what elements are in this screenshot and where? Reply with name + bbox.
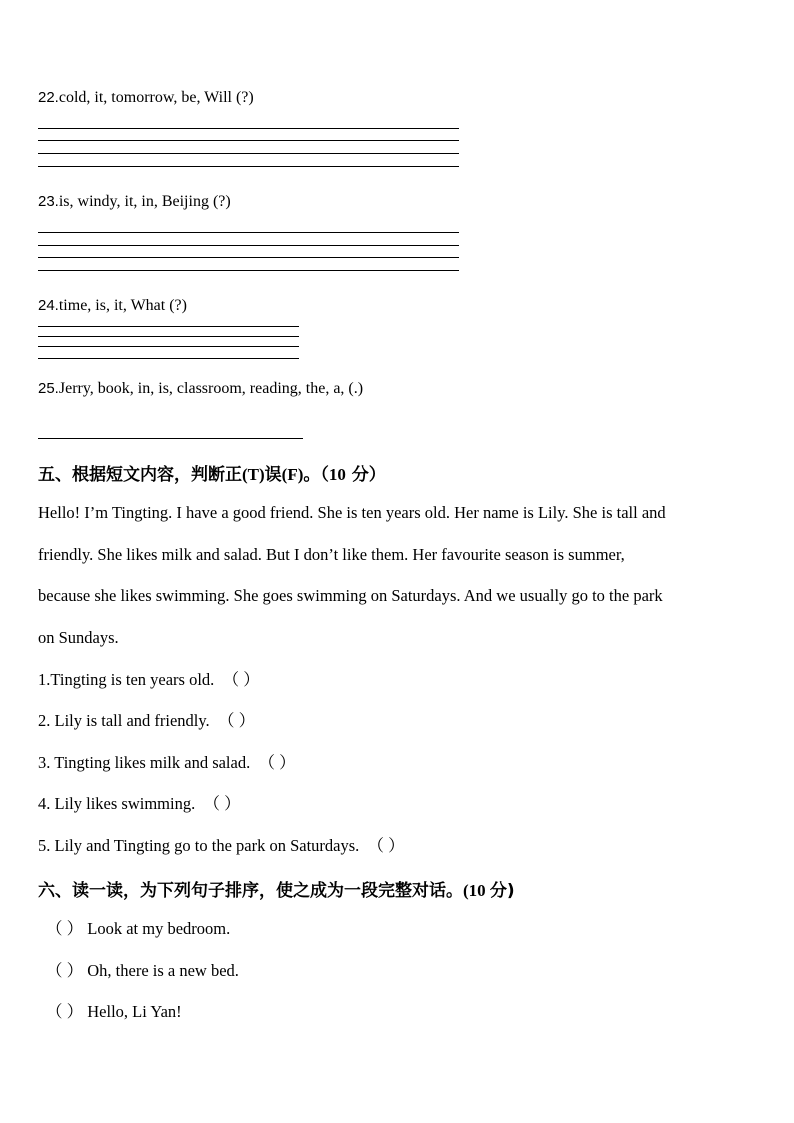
tf-item [38,753,296,773]
order-blank[interactable]: （ ） [46,919,84,938]
question-text: is, windy, it, in, Beijing (?) [58,193,231,210]
question-number: 24. [38,297,59,314]
answer-line [38,128,459,129]
answer-blank[interactable]: （ ） [203,794,241,813]
order-item [46,919,230,939]
section-6-heading [38,876,515,901]
dialogue-line: Oh, there is a new bed. [87,961,239,980]
order-blank[interactable]: （ ） [46,961,84,980]
answer-line [38,358,299,359]
tf-item [38,836,405,856]
dialogue-line: Hello, Li Yan! [87,1002,182,1021]
false-mark: (F) [281,465,304,484]
answer-line [38,140,459,141]
score-unit: 分) [489,881,515,901]
order-blank[interactable]: （ ） [46,1002,84,1021]
question-25 [38,379,363,399]
score-unit: 分） [345,465,386,485]
answer-blank[interactable]: （ ） [258,753,296,772]
answer-blank[interactable]: （ ） [217,711,256,730]
passage-line: Hello! I’m Tingting. I have a good friend. She is ten years old. Her name is Lily. She is tall and [38,503,666,522]
answer-blank[interactable]: （ ） [222,670,260,689]
heading-text: 。（ [303,465,329,485]
heading-text: 误 [264,465,282,485]
question-number: 25. [38,380,59,397]
tf-statement: 4. Lily likes swimming. [38,794,196,813]
question-22 [38,88,254,108]
tf-statement: 5. Lily and Tingting go to the park on Saturdays. [38,836,360,855]
question-number: 22. [38,89,59,106]
answer-blank[interactable]: （ ） [367,836,405,855]
answer-line [38,257,459,258]
score-value: 10 [328,465,346,484]
passage-line: on Sundays. [38,628,119,647]
answer-line [38,153,459,154]
order-item [46,961,239,981]
question-24 [38,296,187,316]
answer-line [38,326,299,327]
tf-statement: 1.Tingting is ten years old. [38,670,215,689]
question-text: cold, it, tomorrow, be, Will (?) [58,89,254,106]
order-item [46,1002,182,1022]
tf-item [38,670,260,690]
tf-statement: 2. Lily is tall and friendly. [38,711,210,730]
answer-line [38,166,459,167]
question-23 [38,192,231,212]
true-mark: (T) [242,465,265,484]
tf-item [38,711,255,731]
answer-line [38,346,299,347]
passage-line: because she likes swimming. She goes swimming on Saturdays. And we usually go to the park [38,586,663,605]
answer-line [38,232,459,233]
answer-line [38,438,303,439]
answer-line [38,270,459,271]
answer-line [38,336,299,337]
passage-line: friendly. She likes milk and salad. But I don’t like them. Her favourite season is summer, [38,545,625,564]
question-number: 23. [38,193,59,210]
tf-item [38,794,241,814]
tf-statement: 3. Tingting likes milk and salad. [38,753,251,772]
score-value: (10 [463,881,490,900]
question-text: Jerry, book, in, is, classroom, reading, the, a, (.) [58,380,364,397]
heading-text: 六、读一读，为下列句子排序，使之成为一段完整对话。 [38,881,463,901]
heading-text: 五、根据短文内容，判断正 [38,465,242,485]
dialogue-line: Look at my bedroom. [87,919,231,938]
section-5-heading [38,460,386,485]
question-text: time, is, it, What (?) [58,297,187,314]
answer-line [38,245,459,246]
